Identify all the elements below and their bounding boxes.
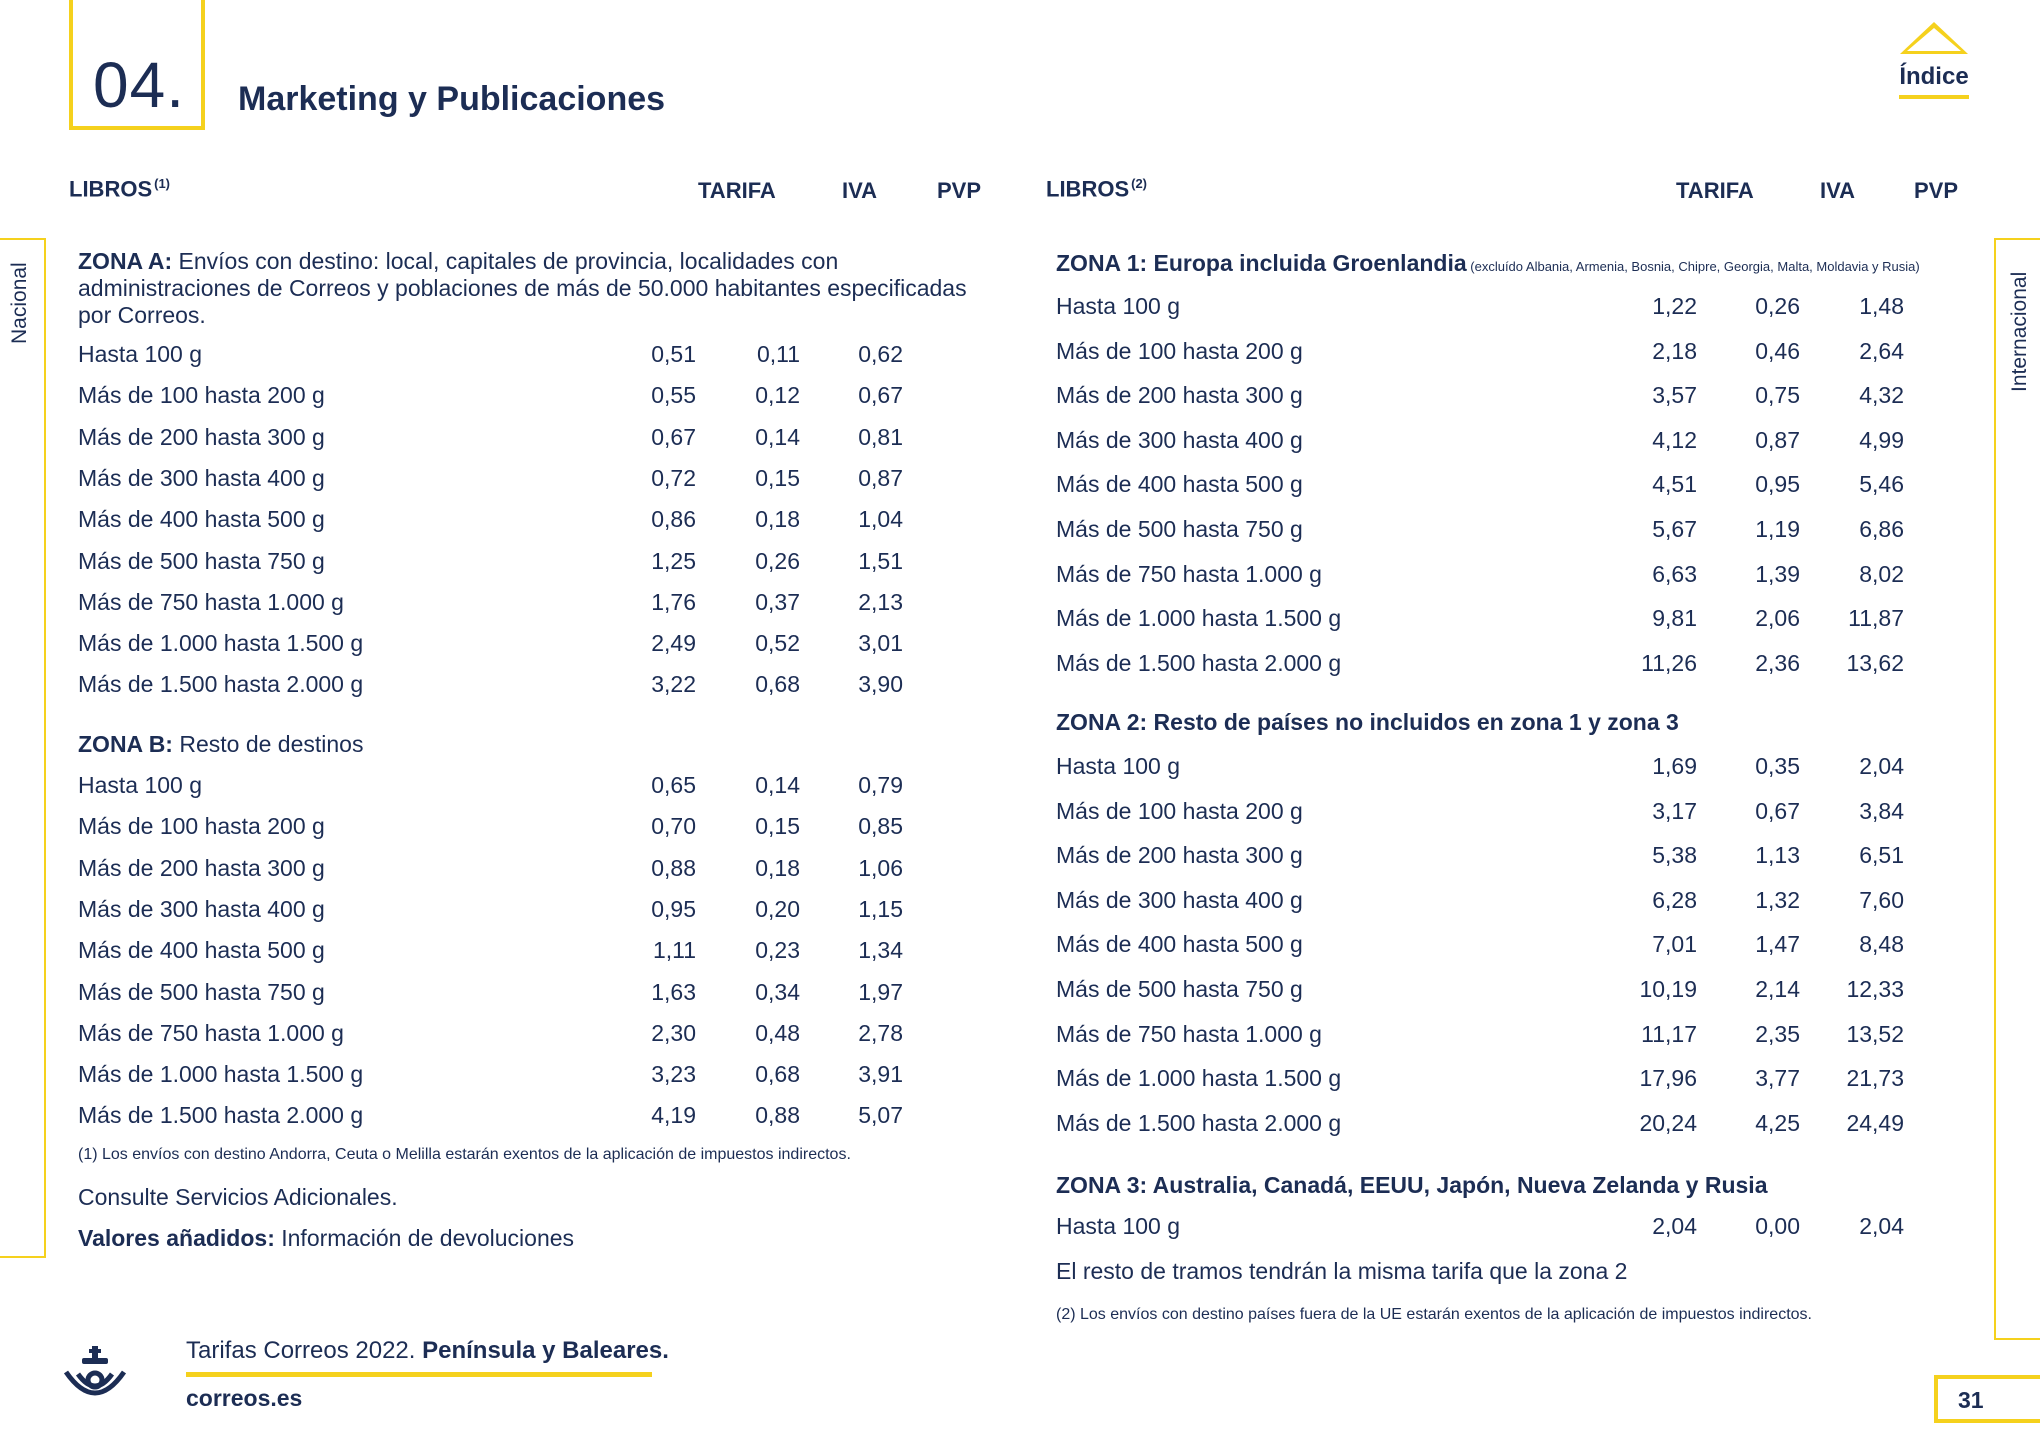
tarifa-value: 0,65 [651, 772, 696, 798]
iva-value: 0,68 [755, 1061, 800, 1088]
pvp-value: 12,33 [1846, 976, 1904, 1002]
row-label: Más de 500 hasta 750 g [78, 547, 325, 574]
pvp-value: 1,34 [858, 937, 903, 964]
iva-value: 0,14 [755, 423, 800, 450]
pvp-value: 1,15 [858, 895, 903, 922]
left-col-pvp: PVP [937, 178, 982, 203]
tarifa-value: 1,11 [652, 937, 696, 964]
row-label: Más de 300 hasta 400 g [78, 895, 325, 922]
iva-value: 0,35 [1755, 753, 1800, 779]
tarifa-value: 6,63 [1652, 560, 1697, 587]
pvp-value: 21,73 [1846, 1065, 1904, 1092]
footer-tagline: Tarifas Correos 2022. Península y Baleares. [186, 1337, 669, 1364]
iva-value: 2,36 [1755, 649, 1800, 676]
iva-value: 0,26 [1755, 293, 1800, 319]
iva-value: 0,37 [755, 588, 800, 615]
iva-value: 0,52 [755, 630, 800, 657]
iva-value: 0,18 [755, 854, 800, 881]
iva-value: 0,12 [755, 382, 800, 409]
iva-value: 2,35 [1755, 1020, 1800, 1047]
tarifa-value: 7,01 [1652, 931, 1697, 958]
row-label: Más de 1.000 hasta 1.500 g [1056, 1065, 1342, 1092]
iva-value: 0,14 [755, 772, 800, 798]
zone-2-heading: ZONA 2: Resto de países no incluidos en zona 1 y zona 3 [1056, 709, 1679, 735]
row-label: Hasta 100 g [1056, 753, 1181, 779]
tarifa-value: 2,04 [1652, 1213, 1697, 1239]
footnote-1: (1) Los envíos con destino Andorra, Ceuta o Melilla estarán exentos de la aplicación de impuestos indirectos. [78, 1146, 851, 1163]
pvp-value: 7,60 [1859, 886, 1904, 913]
iva-value: 0,00 [1755, 1213, 1800, 1239]
page-number: 31 [1958, 1387, 1984, 1413]
iva-value: 0,46 [1755, 337, 1800, 364]
tarifa-value: 11,26 [1641, 649, 1697, 676]
pvp-value: 6,86 [1859, 516, 1904, 542]
pvp-value: 0,79 [858, 772, 903, 798]
zone-b-heading: ZONA B: Resto de destinos [78, 731, 364, 757]
section-number-box [69, 0, 205, 130]
iva-value: 0,18 [755, 506, 800, 533]
pvp-value: 11,87 [1848, 605, 1904, 632]
row-label: Más de 100 hasta 200 g [78, 382, 325, 409]
footnote-2: (2) Los envíos con destino países fuera de la UE estarán exentos de la aplicación de impuestos indirectos. [1056, 1306, 1812, 1323]
row-label: Más de 750 hasta 1.000 g [78, 1019, 344, 1046]
row-label: Más de 1.000 hasta 1.500 g [78, 630, 364, 657]
iva-value: 0,95 [1755, 471, 1800, 498]
row-label: Más de 400 hasta 500 g [78, 937, 325, 964]
iva-value: 0,34 [755, 978, 800, 1005]
pvp-value: 3,90 [858, 671, 903, 698]
row-label: Más de 750 hasta 1.000 g [1056, 1020, 1322, 1047]
iva-value: 0,23 [755, 937, 800, 964]
iva-value: 0,15 [755, 464, 800, 491]
zone-a-heading: ZONA A: Envíos con destino: local, capitales de provincia, localidades con administraciones de Correos y poblaciones de más de 50.000 habitantes especificadas por Correos. [78, 248, 967, 328]
tarifa-value: 3,23 [651, 1061, 696, 1088]
pvp-value: 2,04 [1859, 753, 1904, 779]
index-link[interactable] [1898, 22, 1970, 99]
tarifa-value: 2,18 [1652, 337, 1697, 364]
side-tab-internacional[interactable] [1994, 238, 2040, 1340]
row-label: Más de 1.000 hasta 1.500 g [1056, 605, 1342, 632]
pvp-value: 1,51 [858, 547, 903, 574]
pvp-value: 0,62 [858, 341, 903, 367]
section-number: 04. [93, 49, 185, 121]
pvp-value: 1,06 [858, 854, 903, 881]
pvp-value: 5,07 [858, 1102, 903, 1129]
tarifa-value: 1,25 [651, 547, 696, 574]
tarifa-value: 1,22 [1652, 293, 1697, 319]
pvp-value: 8,02 [1859, 560, 1904, 587]
iva-value: 0,75 [1755, 382, 1800, 409]
side-tab-label: Internacional [2008, 271, 2031, 392]
left-table-title: LIBROS $^{(1)}$ [69, 176, 171, 202]
iva-value: 2,14 [1755, 976, 1800, 1002]
tarifa-value: 0,86 [651, 506, 696, 533]
row-label: Más de 1.000 hasta 1.500 g [78, 1061, 364, 1088]
pvp-value: 8,48 [1859, 931, 1904, 958]
tarifa-value: 3,22 [651, 671, 696, 698]
iva-value: 1,47 [1755, 931, 1800, 958]
iva-value: 0,20 [755, 895, 800, 922]
tarifa-value: 20,24 [1639, 1109, 1697, 1136]
row-label: Más de 300 hasta 400 g [1056, 426, 1303, 453]
pvp-value: 1,48 [1859, 293, 1904, 319]
footer-site-link[interactable]: correos.es [186, 1385, 303, 1411]
tarifa-value: 0,95 [651, 895, 696, 922]
iva-value: 3,77 [1755, 1065, 1800, 1092]
pvp-value: 0,67 [858, 382, 903, 409]
row-label: Hasta 100 g [1056, 1213, 1181, 1239]
row-label: Hasta 100 g [1056, 293, 1181, 319]
pvp-value: 3,91 [858, 1061, 903, 1088]
row-label: Más de 200 hasta 300 g [78, 854, 325, 881]
row-label: Más de 1.500 hasta 2.000 g [1056, 649, 1342, 676]
row-label: Más de 500 hasta 750 g [78, 978, 325, 1005]
added-values: Valores añadidos: Información de devoluciones [78, 1225, 575, 1251]
pvp-value: 13,62 [1846, 649, 1904, 676]
row-label: Más de 100 hasta 200 g [78, 813, 325, 840]
tarifa-value: 10,19 [1639, 976, 1697, 1002]
row-label: Más de 750 hasta 1.000 g [1056, 560, 1322, 587]
iva-value: 0,88 [755, 1102, 800, 1129]
footer-divider [186, 1372, 652, 1377]
right-col-pvp: PVP [1914, 178, 1959, 203]
pvp-value: 1,04 [858, 506, 903, 533]
row-label: Más de 1.500 hasta 2.000 g [78, 1102, 364, 1129]
iva-value: 4,25 [1755, 1109, 1800, 1136]
tarifa-value: 1,63 [651, 978, 696, 1005]
pvp-value: 4,32 [1859, 382, 1904, 409]
row-label: Más de 300 hasta 400 g [1056, 886, 1303, 913]
iva-value: 1,13 [1755, 842, 1800, 869]
tarifa-value: 1,69 [1652, 753, 1697, 779]
zone-1-heading: ZONA 1: Europa incluida Groenlandia (excluído Albania, Armenia, Bosnia, Chipre, Georgia, Malta, Moldavia y Rusia) [1056, 250, 1920, 276]
side-tab-label: Nacional [8, 262, 31, 344]
right-col-iva: IVA [1820, 178, 1856, 203]
pvp-value: 24,49 [1846, 1109, 1904, 1136]
iva-value: 0,67 [1755, 797, 1800, 824]
row-label: Más de 400 hasta 500 g [1056, 931, 1303, 958]
tarifa-value: 4,12 [1652, 426, 1697, 453]
pvp-value: 2,64 [1859, 337, 1904, 364]
pvp-value: 3,84 [1859, 797, 1904, 824]
tarifa-value: 4,19 [651, 1102, 696, 1129]
tarifa-value: 0,72 [651, 464, 696, 491]
pvp-value: 3,01 [858, 630, 903, 657]
pvp-value: 0,81 [858, 423, 903, 450]
row-label: Más de 400 hasta 500 g [1056, 471, 1303, 498]
index-label: Índice [1899, 63, 1968, 99]
row-label: Más de 100 hasta 200 g [1056, 797, 1303, 824]
tarifa-value: 5,38 [1652, 842, 1697, 869]
iva-value: 0,87 [1755, 426, 1800, 453]
tarifa-value: 0,51 [651, 341, 696, 367]
tarifa-value: 0,55 [651, 382, 696, 409]
consult-link[interactable]: Consulte Servicios Adicionales. [78, 1184, 398, 1210]
left-col-iva: IVA [842, 178, 878, 203]
row-label: Más de 500 hasta 750 g [1056, 516, 1303, 542]
iva-value: 0,68 [755, 671, 800, 698]
row-label: Más de 100 hasta 200 g [1056, 337, 1303, 364]
row-label: Más de 500 hasta 750 g [1056, 976, 1303, 1002]
pvp-value: 13,52 [1846, 1020, 1904, 1047]
iva-value: 0,15 [755, 813, 800, 840]
tarifa-value: 9,81 [1652, 605, 1697, 632]
page-number-box [1934, 1375, 2040, 1423]
pvp-value: 0,85 [858, 813, 903, 840]
iva-value: 1,32 [1755, 886, 1800, 913]
iva-value: 1,19 [1755, 516, 1800, 542]
iva-value: 0,11 [756, 341, 800, 367]
pvp-value: 2,04 [1859, 1213, 1904, 1239]
tarifa-value: 6,28 [1652, 886, 1697, 913]
tarifa-value: 17,96 [1639, 1065, 1697, 1092]
row-label: Más de 200 hasta 300 g [1056, 382, 1303, 409]
pvp-value: 6,51 [1859, 842, 1904, 869]
row-label: Más de 200 hasta 300 g [1056, 842, 1303, 869]
tarifa-value: 4,51 [1652, 471, 1697, 498]
row-label: Más de 1.500 hasta 2.000 g [1056, 1109, 1342, 1136]
pvp-value: 0,87 [858, 464, 903, 491]
row-label: Más de 400 hasta 500 g [78, 506, 325, 533]
iva-value: 1,39 [1755, 560, 1800, 587]
row-label: Más de 750 hasta 1.000 g [78, 588, 344, 615]
tarifa-value: 0,88 [651, 854, 696, 881]
row-label: Más de 300 hasta 400 g [78, 464, 325, 491]
row-label: Más de 1.500 hasta 2.000 g [78, 671, 364, 698]
tarifa-value: 0,70 [651, 813, 696, 840]
tarifa-value: 2,49 [651, 630, 696, 657]
tarifa-value: 0,67 [651, 423, 696, 450]
tarifa-value: 1,76 [651, 588, 696, 615]
row-label: Hasta 100 g [78, 341, 203, 367]
tarifa-value: 5,67 [1652, 516, 1697, 542]
zone-3-heading: ZONA 3: Australia, Canadá, EEUU, Japón, Nueva Zelanda y Rusia [1056, 1172, 1768, 1198]
tarifa-value: 2,30 [651, 1019, 696, 1046]
iva-value: 0,48 [755, 1019, 800, 1046]
iva-value: 0,26 [755, 547, 800, 574]
pvp-value: 1,97 [858, 978, 903, 1005]
tarifa-value: 3,57 [1652, 382, 1697, 409]
pvp-value: 5,46 [1859, 471, 1904, 498]
pvp-value: 4,99 [1859, 426, 1904, 453]
left-col-tarifa: TARIFA [698, 178, 776, 203]
row-label: Más de 200 hasta 300 g [78, 423, 325, 450]
home-triangle-icon [1900, 22, 1968, 54]
pvp-value: 2,13 [858, 588, 903, 615]
page-title: Marketing y Publicaciones [238, 80, 666, 118]
rest-note: El resto de tramos tendrán la misma tarifa que la zona 2 [1056, 1258, 1628, 1284]
tarifa-value: 3,17 [1652, 797, 1697, 824]
pvp-value: 2,78 [858, 1019, 903, 1046]
right-col-tarifa: TARIFA [1676, 178, 1754, 203]
right-table-title: LIBROS $^{(2)}$ [1046, 176, 1148, 202]
side-tab-nacional[interactable] [0, 238, 46, 1258]
iva-value: 2,06 [1755, 605, 1800, 632]
correos-logo-icon [58, 1344, 132, 1410]
row-label: Hasta 100 g [78, 772, 203, 798]
tarifa-value: 11,17 [1641, 1020, 1697, 1047]
